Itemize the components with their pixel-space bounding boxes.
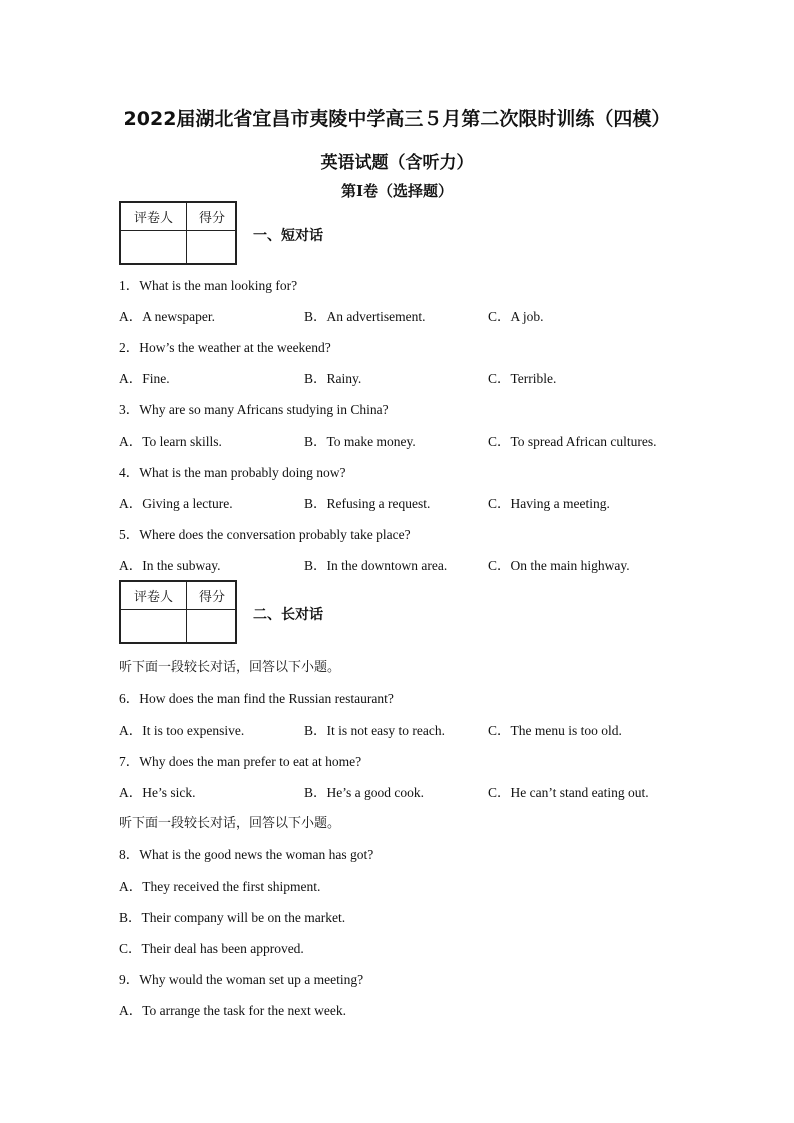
- question: 7．Why does the man prefer to eat at home?: [119, 754, 362, 769]
- option-a: A．A newspaper.: [119, 309, 215, 324]
- option-a: A．To learn skills.: [119, 434, 222, 449]
- option-b: B．Refusing a request.: [304, 496, 431, 511]
- score-box: [119, 201, 237, 265]
- option-b: B．He’s a good cook.: [304, 785, 424, 800]
- option-a: A．Giving a lecture.: [119, 496, 233, 511]
- option-c: C．Terrible.: [488, 371, 557, 386]
- option-b: B．Rainy.: [304, 371, 362, 386]
- option-b: B．It is not easy to reach.: [304, 723, 445, 738]
- question: 5．Where does the conversation probably take place?: [119, 527, 411, 542]
- question: 3．Why are so many Africans studying in China?: [119, 402, 389, 417]
- option-c: C．On the main highway.: [488, 558, 630, 573]
- option-b: B．To make money.: [304, 434, 416, 449]
- option-b: B．In the downtown area.: [304, 558, 448, 573]
- instruction: 听下面一段较长对话，回答以下小题。: [119, 660, 341, 675]
- option-a: A．They received the first shipment.: [119, 879, 321, 894]
- question: 2．How’s the weather at the weekend?: [119, 340, 331, 355]
- option-c: C．Having a meeting.: [488, 496, 610, 511]
- option-c: C．Their deal has been approved.: [119, 941, 304, 956]
- question: 4．What is the man probably doing now?: [119, 465, 346, 480]
- option-a: A．Fine.: [119, 371, 170, 386]
- option-a: A．In the subway.: [119, 558, 221, 573]
- score-label: 得分: [198, 211, 225, 226]
- option-b: B．An advertisement.: [304, 309, 426, 324]
- question: 8．What is the good news the woman has got?: [119, 847, 374, 862]
- section-title: 一、短对话: [253, 228, 323, 244]
- score-box: [119, 580, 237, 644]
- volume-heading: 第I卷（选择题）: [340, 182, 454, 200]
- grader-label: 评卷人: [133, 211, 173, 226]
- question: 9．Why would the woman set up a meeting?: [119, 972, 364, 987]
- option-c: C．A job.: [488, 309, 544, 324]
- option-c: C．To spread African cultures.: [488, 434, 657, 449]
- question: 1．What is the man looking for?: [119, 278, 298, 293]
- instruction: 听下面一段较长对话，回答以下小题。: [119, 816, 341, 831]
- document-subtitle: 英语试题（含听力）: [320, 153, 474, 173]
- option-a: A．To arrange the task for the next week.: [119, 1003, 346, 1018]
- option-c: C．The menu is too old.: [488, 723, 622, 738]
- option-a: A．It is too expensive.: [119, 723, 245, 738]
- option-a: A．He’s sick.: [119, 785, 196, 800]
- document-title: 2022届湖北省宜昌市夷陵中学高三５月第二次限时训练（四模）: [123, 108, 671, 130]
- section-title: 二、长对话: [253, 607, 323, 623]
- option-c: C．He can’t stand eating out.: [488, 785, 649, 800]
- question: 6．How does the man find the Russian restaurant?: [119, 691, 394, 706]
- grader-label: 评卷人: [133, 590, 173, 605]
- option-b: B．Their company will be on the market.: [119, 910, 346, 925]
- score-label: 得分: [198, 590, 225, 605]
